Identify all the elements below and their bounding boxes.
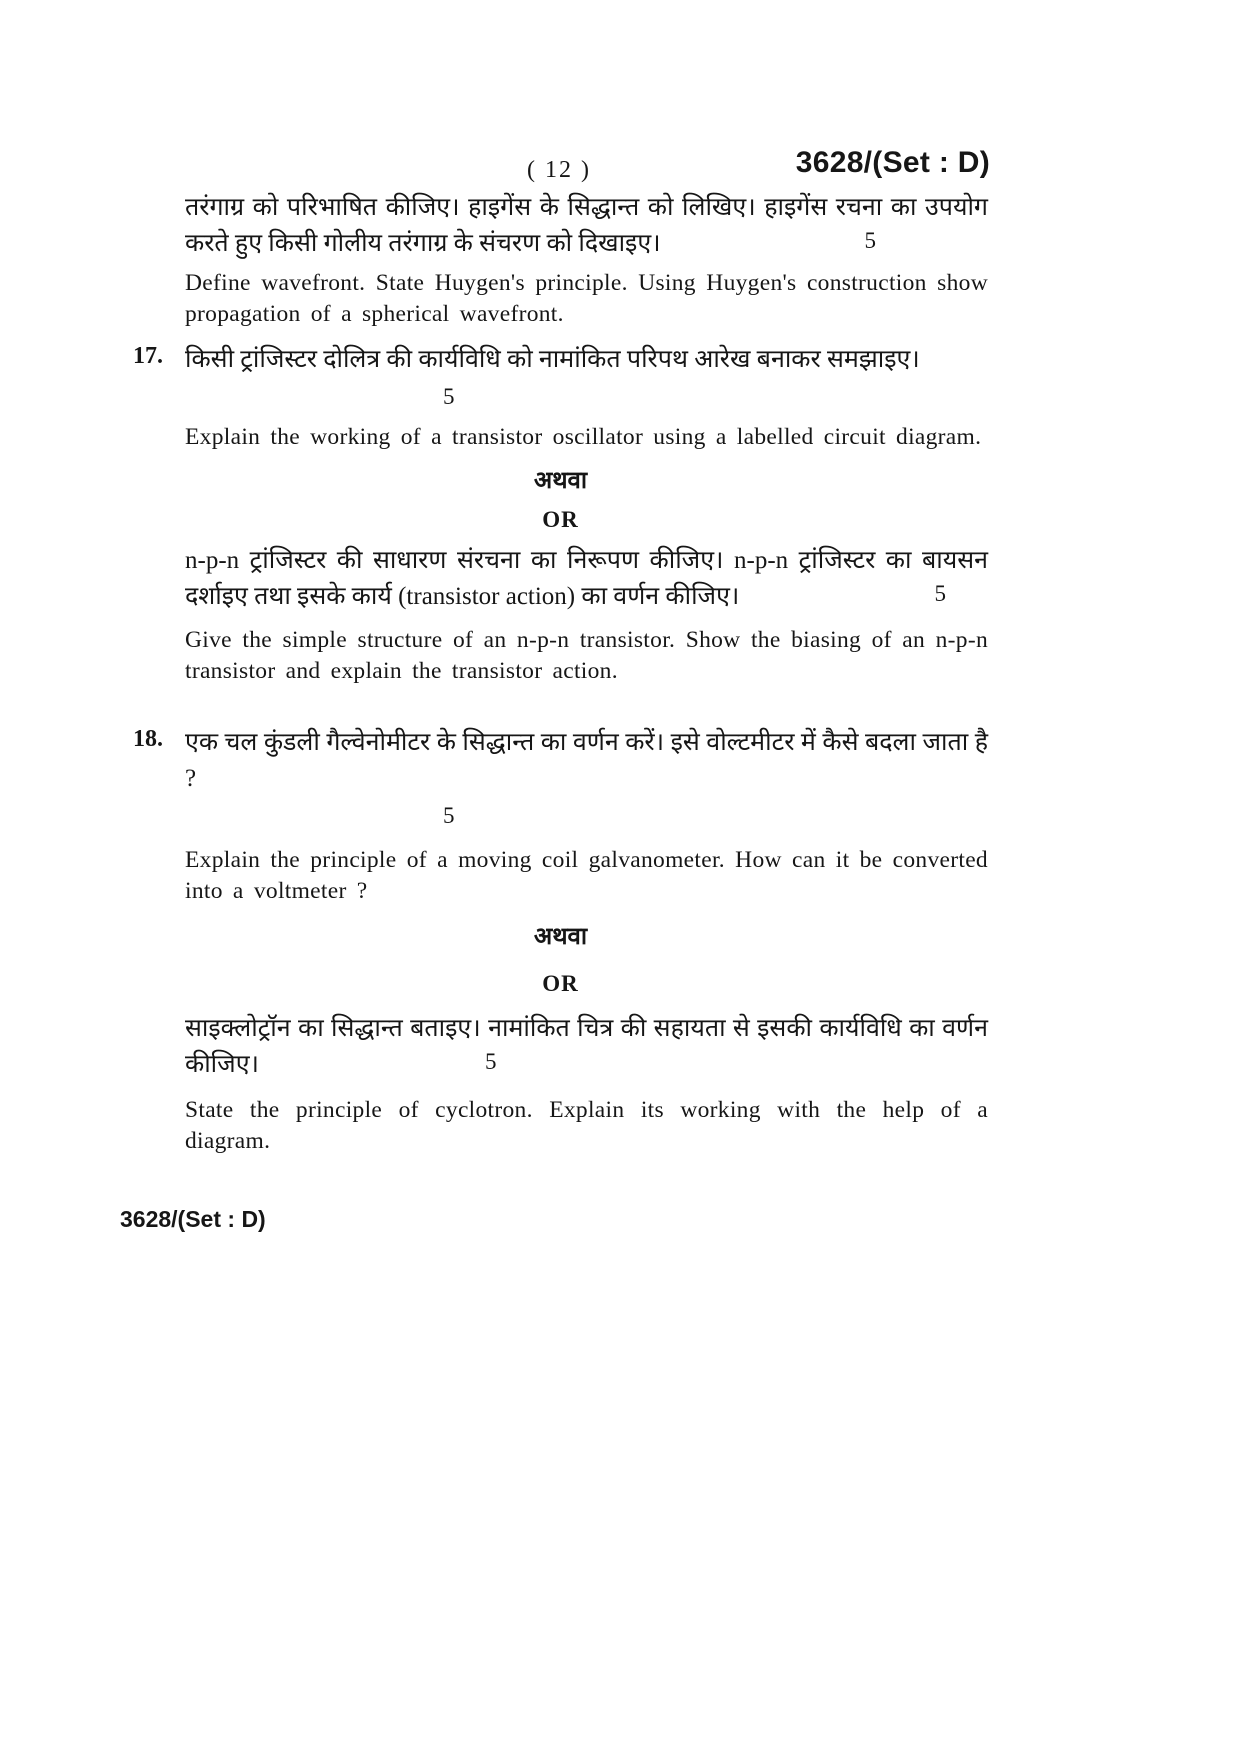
- question-number: 17.: [133, 343, 163, 369]
- marks-value: 5: [864, 228, 876, 253]
- question-18-alt-hindi-text: [185, 1011, 988, 1083]
- question-18-row: [133, 725, 988, 1157]
- page-content: [133, 190, 988, 1157]
- paper-code-header: 3628/(Set : D): [795, 146, 990, 179]
- hindi-text: n-p-n ट्रांजिस्टर की साधारण संरचना का निरूपण कीजिए। n-p-n ट्रांजिस्टर का बायसन दर्शाइए तथा इसके कार्य (transistor action) का वर्णन कीजिए।: [185, 547, 988, 610]
- marks-value: 5: [443, 384, 455, 409]
- question-18: [133, 725, 988, 1157]
- question-16-continuation: [185, 190, 988, 330]
- hindi-text: साइक्लोट्रॉन का सिद्धान्त बताइए। नामांकित चित्र की सहायता से इसकी कार्यविधि का वर्णन कीजिए।: [185, 1015, 988, 1078]
- or-separator-english: OR: [542, 971, 579, 996]
- question-17: [133, 342, 988, 687]
- or-separator-hindi: अथवा: [533, 924, 588, 950]
- question-17-row: [133, 342, 988, 687]
- question-17-alt-english-text: Give the simple structure of an n-p-n transistor. Show the biasing of an n-p-n transistor and explain the transistor action.: [185, 627, 988, 684]
- marks-value: 5: [934, 581, 946, 606]
- question-16-hindi-text: [185, 190, 988, 262]
- question-17-alt-hindi-text: [185, 543, 988, 615]
- or-separator-english: OR: [542, 507, 579, 532]
- question-18-body: [185, 725, 988, 1157]
- question-number: 18.: [133, 726, 163, 752]
- paper-code-footer: 3628/(Set : D): [120, 1206, 266, 1232]
- marks-value: 5: [485, 1049, 497, 1074]
- marks-value: 5: [443, 803, 455, 828]
- question-18-hindi-text: एक चल कुंडली गैल्वेनोमीटर के सिद्धान्त का वर्णन करें। इसे वोल्टमीटर में कैसे बदला जाता है ?: [185, 729, 988, 792]
- question-17-body: [185, 342, 988, 687]
- or-separator-hindi: अथवा: [533, 468, 588, 494]
- question-18-alt-english-text: State the principle of cyclotron. Explain its working with the help of a diagram.: [185, 1097, 988, 1154]
- question-18-english-text: Explain the principle of a moving coil galvanometer. How can it be converted into a voltmeter ?: [185, 847, 988, 904]
- question-17-hindi-text: किसी ट्रांजिस्टर दोलित्र की कार्यविधि को नामांकित परिपथ आरेख बनाकर समझाइए।: [185, 346, 920, 373]
- page-number: ( 12 ): [527, 157, 591, 183]
- hindi-text: तरंगाग्र को परिभाषित कीजिए। हाइगेंस के सिद्धान्त को लिखिए। हाइगेंस रचना का उपयोग करते हुए किसी गोलीय तरंगाग्र के संचरण को दिखाइए।: [185, 194, 988, 257]
- question-16-english-text: Define wavefront. State Huygen's principle. Using Huygen's construction show propagation of a spherical wavefront.: [185, 270, 988, 327]
- question-17-english-text: Explain the working of a transistor oscillator using a labelled circuit diagram.: [185, 424, 982, 450]
